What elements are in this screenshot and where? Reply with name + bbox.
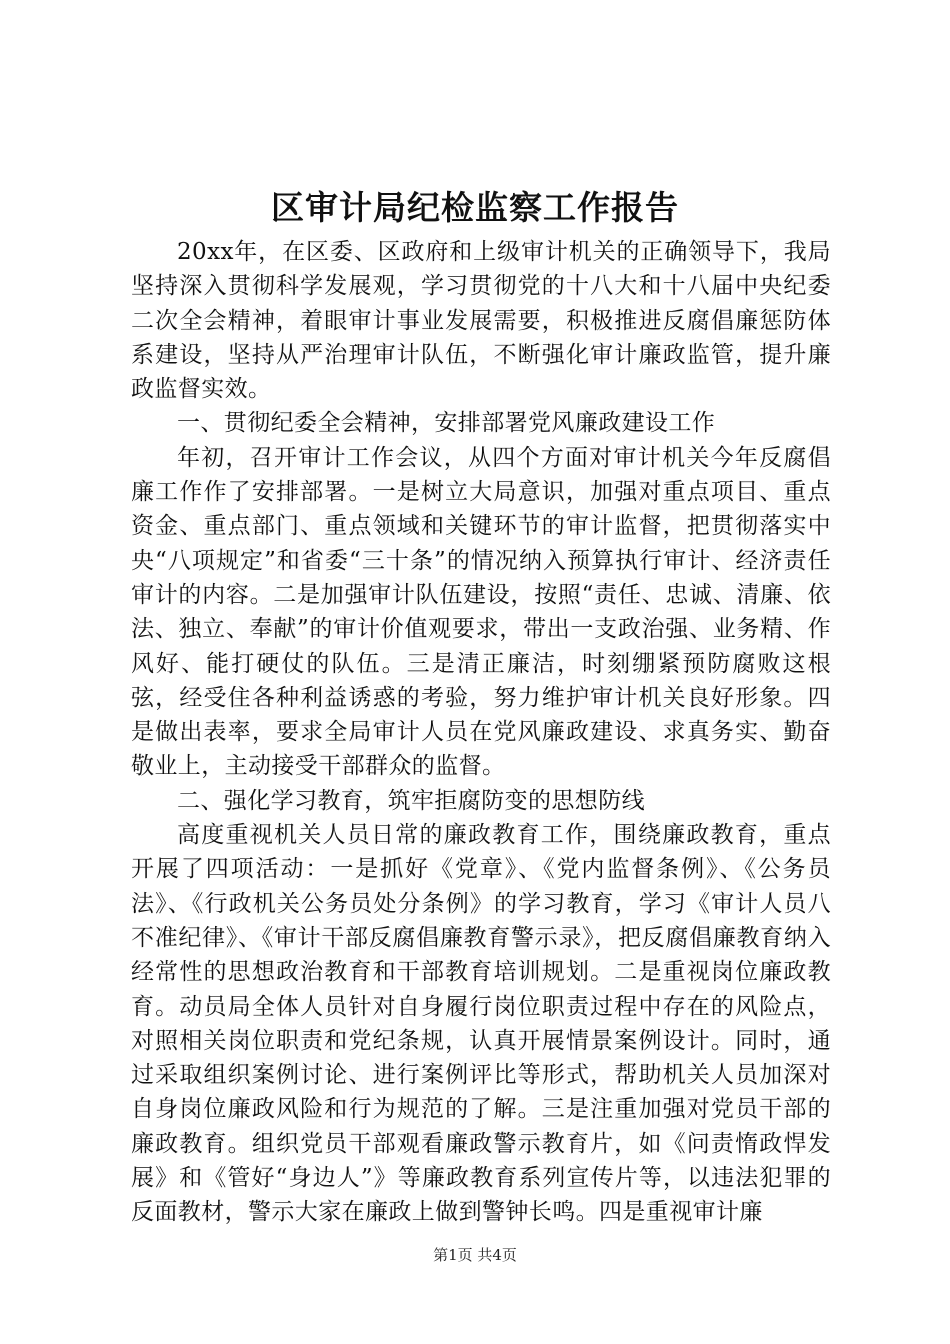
section-heading: 一、贯彻纪委全会精神，安排部署党风廉政建设工作: [177, 410, 716, 437]
document-body: [131, 235, 831, 1230]
body-paragraph: 高度重视机关人员日常的廉政教育工作，围绕廉政教育，重点开展了四项活动：一是抓好《党章》、《党内监督条例》、《公务员法》、《行政机关公务员处分条例》的学习教育，学习《审计人员八不准纪律》、《审计干部反腐倡廉教育警示录》，把反腐倡廉教育纳入经常性的思想政治教育和干部教育培训规划。二是重视岗位廉政教育。动员局全体人员针对自身履行岗位职责过程中存在的风险点，对照相关岗位职责和党纪条规，认真开展情景案例设计。同时，通过采取组织案例讨论、进行案例评比等形式，帮助机关人员加深对自身岗位廉政风险和行为规范的了解。三是注重加强对党员干部的廉政教育。组织党员干部观看廉政警示教育片，如《问责惰政悍发展》和《管好“身边人”》等廉政教育系列宣传片等，以违法犯罪的反面教材，警示大家在廉政上做到警钟长鸣。四是重视审计廉: [131, 822, 831, 1226]
section-heading: 二、强化学习教育，筑牢拒腐防变的思想防线: [177, 787, 645, 814]
page-number-footer: 第1页 共4页: [433, 1246, 517, 1264]
body-paragraph: 年初，召开审计工作会议，从四个方面对审计机关今年反腐倡廉工作作了安排部署。一是树立大局意识，加强对重点项目、重点资金、重点部门、重点领域和关键环节的审计监督，把贯彻落实中央“八项规定”和省委“三十条”的情况纳入预算执行审计、经济责任审计的内容。二是加强审计队伍建设，按照“责任、忠诚、清廉、依法、独立、奉献”的审计价值观要求，带出一支政治强、业务精、作风好、能打硬仗的队伍。三是清正廉洁，时刻绷紧预防腐败这根弦，经受住各种利益诱惑的考验，努力维护审计机关良好形象。四是做出表率，要求全局审计人员在党风廉政建设、求真务实、勤奋敬业上，主动接受干部群众的监督。: [131, 444, 831, 780]
document-title: 区审计局纪检监察工作报告: [271, 188, 679, 227]
body-paragraph: 20xx年，在区委、区政府和上级审计机关的正确领导下，我局坚持深入贯彻科学发展观，学习贯彻党的十八大和十八届中央纪委二次全会精神，着眼审计事业发展需要，积极推进反腐倡廉惩防体系建设，坚持从严治理审计队伍，不断强化审计廉政监管，提升廉政监督实效。: [131, 239, 831, 403]
